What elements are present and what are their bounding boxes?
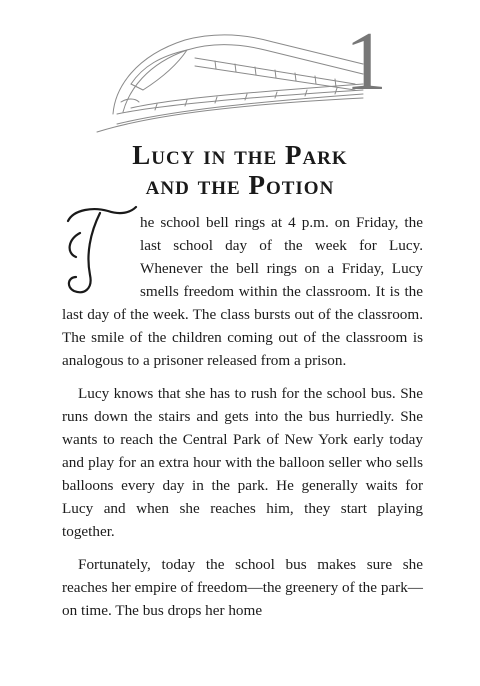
chapter-body xyxy=(62,211,423,622)
drop-cap-flourish-icon xyxy=(60,203,138,297)
chapter-title xyxy=(0,140,480,200)
paragraph-2: Lucy knows that she has to rush for the school bus. She runs down the stairs and gets into the bus hurriedly. She wants to reach the Central Park of New York early today and play for an extra hour with the balloon seller who sells balloons every day in the park. He generally waits for Lucy and when she reaches him, they start playing together. xyxy=(62,385,423,540)
high-speed-train-icon xyxy=(95,18,365,138)
drop-cap xyxy=(60,203,138,297)
chapter-title-line-2: and the Potion xyxy=(145,170,335,200)
paragraph-1-text: he school bell rings at 4 p.m. on Friday, the last school day of the week for Lucy. Whenever the bell rings on a Friday, Lucy smells freedom within the classroom. It is the last day of the week. The class bursts out of the classroom. The smile of the children coming out of the classroom is analogous to a prisoner released from a prison. xyxy=(62,214,423,369)
chapter-title-line-1: Lucy in the Park xyxy=(132,140,348,170)
paragraph-1 xyxy=(62,211,423,372)
chapter-number: 1 xyxy=(345,15,387,108)
paragraph-3: Fortunately, today the school bus makes sure she reaches her empire of freedom—the greenery of the park—on time. The bus drops her home xyxy=(62,556,423,619)
